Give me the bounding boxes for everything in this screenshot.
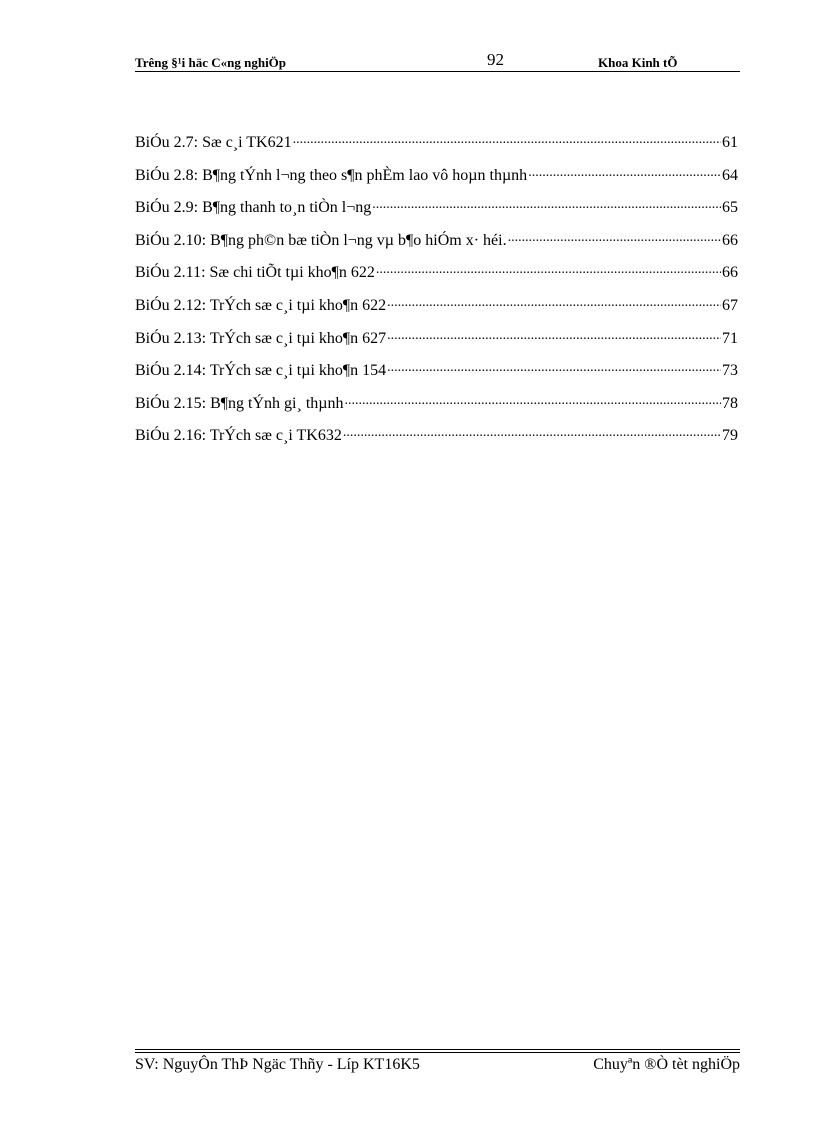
toc-leader-dots	[387, 294, 721, 310]
toc-entry	[135, 327, 738, 360]
toc-leader-dots	[387, 327, 721, 343]
page-header	[135, 50, 740, 72]
toc-leader-dots	[508, 229, 721, 245]
toc-entry-page: 64	[722, 166, 738, 184]
toc-entry-label: BiÓu 2.14: TrÝch sæ c¸i tµi kho¶n 154	[135, 362, 387, 380]
toc-entry	[135, 424, 738, 457]
toc-entry-label: BiÓu 2.10: B¶ng ph©n bæ tiÒn l¬ng vµ b¶o hiÓm x· héi.	[135, 231, 507, 249]
header-faculty-name: Khoa Kinh tÕ	[598, 55, 678, 70]
toc-entry	[135, 392, 738, 425]
toc-entry	[135, 294, 738, 327]
toc-leader-dots	[344, 392, 721, 408]
toc-entry-page: 73	[722, 362, 738, 380]
table-of-contents	[135, 131, 738, 457]
toc-entry-label: BiÓu 2.7: Sæ c¸i TK621	[135, 134, 292, 151]
toc-entry	[135, 131, 738, 164]
toc-entry	[135, 196, 738, 229]
toc-leader-dots	[387, 359, 721, 375]
header-school-name: Trêng §¹i häc C«ng nghiÖp	[135, 55, 287, 70]
footer-thesis-title: Chuyªn ®Ò tèt nghiÖp	[593, 1056, 740, 1073]
toc-leader-dots	[372, 196, 721, 212]
toc-entry-page: 65	[722, 199, 738, 217]
toc-entry-label: BiÓu 2.12: TrÝch sæ c¸i tµi kho¶n 622	[135, 296, 387, 314]
toc-entry-page: 71	[722, 329, 738, 347]
toc-entry	[135, 229, 738, 262]
header-rule	[135, 71, 740, 72]
header-page-number: 92	[487, 50, 504, 69]
toc-entry-label: BiÓu 2.8: B¶ng tÝnh l¬ng theo s¶n phÈm lao vô hoµn thµnh	[135, 166, 528, 184]
toc-entry-page: 78	[722, 394, 738, 412]
toc-entry	[135, 164, 738, 197]
footer-student-info: SV: NguyÔn ThÞ Ngäc Thñy - Líp KT16K5	[135, 1056, 420, 1073]
toc-entry-page: 67	[722, 296, 738, 314]
toc-entry-label: BiÓu 2.11: Sæ chi tiÕt tµi kho¶n 622	[135, 264, 375, 282]
toc-entry-page: 61	[722, 134, 738, 151]
toc-entry-page: 66	[722, 231, 738, 249]
toc-leader-dots	[293, 131, 721, 147]
footer-rule-bottom	[135, 1052, 740, 1053]
toc-entry-label: BiÓu 2.15: B¶ng tÝnh gi¸ thµnh	[135, 394, 344, 412]
toc-entry-label: BiÓu 2.9: B¶ng thanh to¸n tiÒn l¬ng	[135, 199, 372, 217]
page-footer	[135, 1056, 740, 1078]
toc-entry-page: 79	[722, 427, 738, 445]
toc-entry-label: BiÓu 2.13: TrÝch sæ c¸i tµi kho¶n 627	[135, 329, 387, 347]
toc-entry	[135, 261, 738, 294]
footer-rule-top	[135, 1049, 740, 1050]
toc-leader-dots	[528, 164, 721, 180]
toc-leader-dots	[343, 424, 721, 440]
toc-entry-page: 66	[722, 264, 738, 282]
toc-entry	[135, 359, 738, 392]
toc-entry-label: BiÓu 2.16: TrÝch sæ c¸i TK632	[135, 427, 342, 445]
toc-leader-dots	[376, 261, 721, 277]
